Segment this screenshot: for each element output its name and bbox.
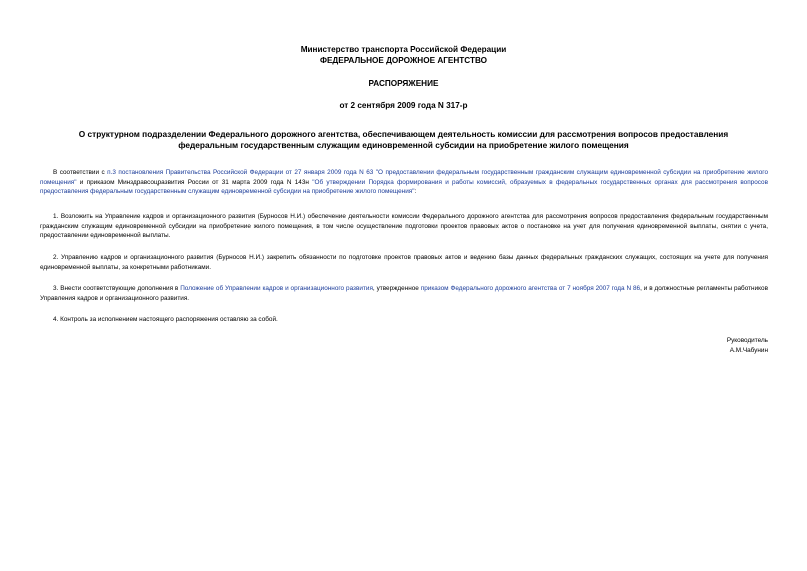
link-government-decree-63[interactable]: п.3 постановления Правительства Российской Федерации от 27 января 2009 года N 63 "О предоставлении федеральным государственным гражданским служащим единовременной субсидии на приобретение жилого помещения": [40, 169, 769, 186]
item-1-paragraph: [40, 212, 768, 241]
item-3-text-3: , и в должностные регламенты работников Управления кадров и организационного развития.: [40, 285, 768, 302]
item-3-text-2: , утвержденное: [372, 285, 421, 292]
document-title: [60, 129, 747, 151]
item-1-text: 1. Возложить на Управление кадров и организационного развития (Бурносов Н.И.) обеспечение деятельности комиссии Федерального дорожного агентства для рассмотрения вопросов предоставления федеральным государственным гражданским служащим единовременной субсидии на приобретение жилого помещения, в том числе осуществление подготовки проектов правовых актов о постановке на учет для получения единовременной выплаты, снятии с учета, предоставлении единовременной выплаты.: [40, 213, 768, 240]
signatory-position: Руководитель: [726, 337, 768, 344]
signatory-name: А.М.Чабунин: [729, 346, 768, 354]
item-2-paragraph: [40, 253, 768, 272]
preamble-text-1: В соответствии с: [53, 169, 108, 176]
document-date-number: от 2 сентября 2009 года N 317-р: [339, 101, 468, 110]
item-2-text: 2. Управлению кадров и организационного развития (Бурносов Н.И.) закрепить обязанности по подготовке проектов правовых актов и ведению базы данных федеральных гражданских служащих, состоящих на учете для получения единовременной выплаты, за конкретными работниками.: [40, 254, 768, 271]
preamble-paragraph: [40, 168, 768, 197]
item-4-text: 4. Контроль за исполнением настоящего распоряжения оставляю за собой.: [53, 316, 278, 323]
ministry-name: Министерство транспорта Российской Федерации: [300, 45, 507, 54]
item-3-paragraph: [40, 284, 768, 303]
link-order-86[interactable]: приказом Федерального дорожного агентства от 7 ноября 2007 года N 86: [420, 285, 641, 292]
link-order-143n[interactable]: "Об утверждении Порядка формирования и работы комиссий, образуемых в федеральных государственных органах для рассмотрения вопросов предоставления федеральным государственным служащим единовременной субсидии на приобретение жилого помещения": [40, 178, 768, 196]
preamble-text-2: и приказом Минздравсоцразвития России от 31 марта 2009 года N 143н: [76, 178, 313, 186]
signature-block: [568, 336, 768, 355]
preamble-text-3: :: [414, 188, 417, 196]
title-line-1: О структурном подразделении Федерального дорожного агентства, обеспечивающем деятельность комиссии для рассмотрения вопросов предоставления: [78, 129, 729, 139]
item-3-text-1: 3. Внести соответствующие дополнения в: [53, 285, 181, 292]
document-type: РАСПОРЯЖЕНИЕ: [368, 79, 439, 88]
item-4-paragraph: [40, 315, 768, 325]
link-department-regulation[interactable]: Положение об Управлении кадров и организационного развития: [180, 285, 373, 292]
title-line-2: федеральным государственным служащим единовременной субсидии на приобретение жилого помещения: [178, 140, 629, 150]
agency-name: ФЕДЕРАЛЬНОЕ ДОРОЖНОЕ АГЕНТСТВО: [319, 56, 488, 65]
